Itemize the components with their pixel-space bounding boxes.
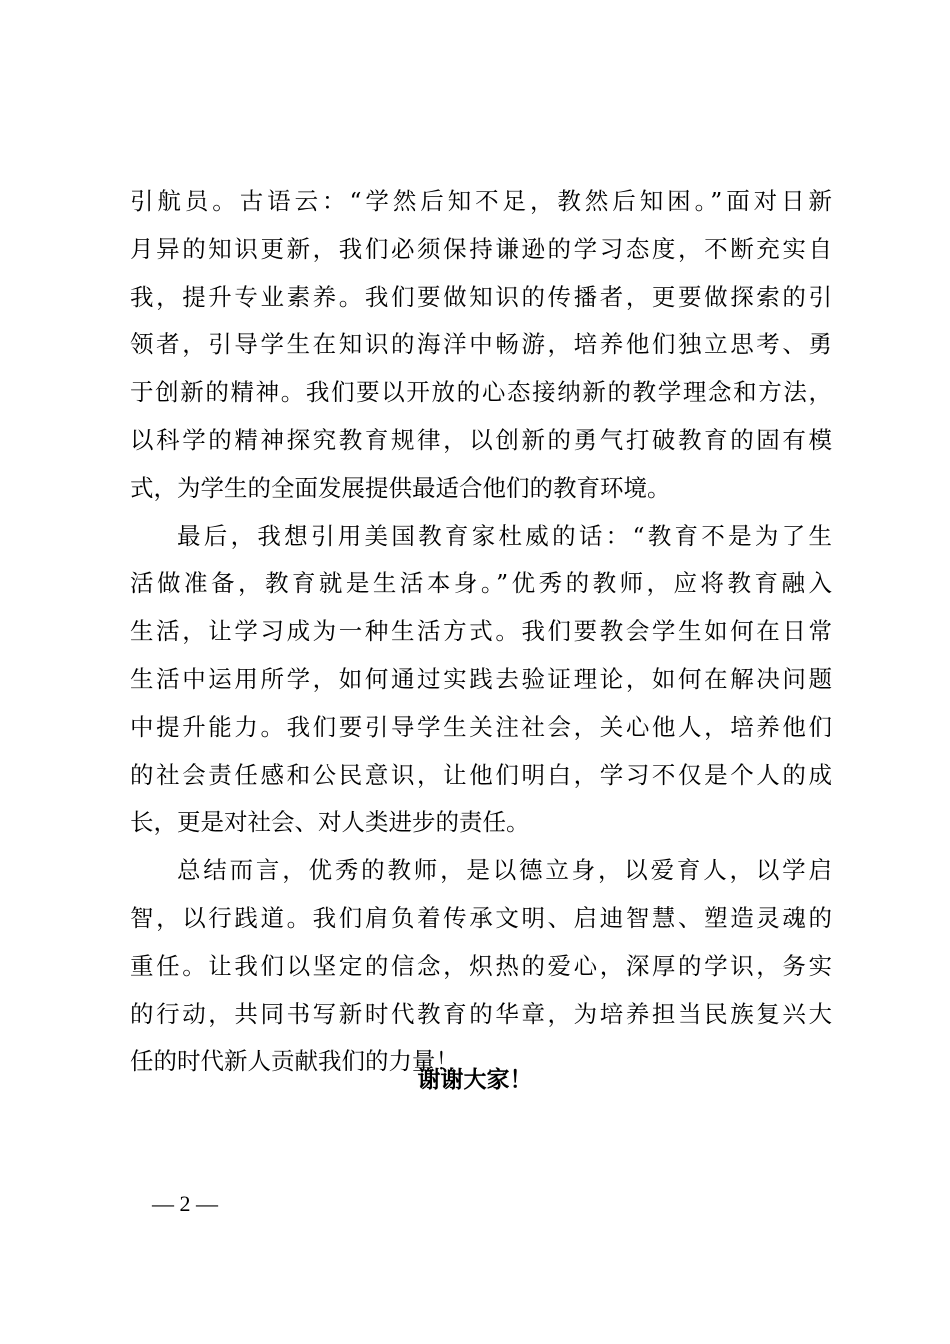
body-line: 生活，让学习成为一种生活方式。我们要教会学生如何在日常 — [130, 617, 832, 646]
body-line: 的行动，共同书写新时代教育的华章，为培养担当民族复兴大 — [130, 999, 832, 1028]
body-line: 中提升能力。我们要引导学生关注社会，关心他人，培养他们 — [130, 712, 832, 741]
speech-body — [130, 178, 832, 1086]
body-line: 引航员。古语云：“学然后知不足，教然后知困。”面对日新 — [130, 187, 832, 215]
body-line: 长，更是对社会、对人类进步的责任。 — [130, 808, 530, 837]
body-line: 我，提升专业素养。我们要做知识的传播者，更要做探索的引 — [130, 282, 832, 311]
body-line: 领者，引导学生在知识的海洋中畅游，培养他们独立思考、勇 — [130, 330, 832, 359]
page-number: — 2 — — [152, 1191, 218, 1216]
body-line: 以科学的精神探究教育规律，以创新的勇气打破教育的固有模 — [130, 425, 832, 454]
body-line: 最后，我想引用美国教育家杜威的话：“教育不是为了生 — [177, 521, 832, 550]
body-line: 重任。让我们以坚定的信念，炽热的爱心，深厚的学识，务实 — [130, 951, 832, 980]
closing-remark: 谢谢大家！ — [417, 1066, 533, 1093]
body-line: 月异的知识更新，我们必须保持谦逊的学习态度，不断充实自 — [130, 234, 832, 263]
body-line: 任的时代新人贡献我们的力量！ — [130, 1047, 459, 1076]
body-line: 总结而言，优秀的教师，是以德立身，以爱育人，以学启 — [177, 856, 832, 885]
body-line: 于创新的精神。我们要以开放的心态接纳新的教学理念和方法， — [130, 378, 832, 407]
body-line: 式，为学生的全面发展提供最适合他们的教育环境。 — [130, 473, 671, 502]
body-line: 生活中运用所学，如何通过实践去验证理论，如何在解决问题 — [130, 664, 832, 693]
body-line: 活做准备，教育就是生活本身。”优秀的教师，应将教育融入 — [130, 569, 832, 598]
body-line: 的社会责任感和公民意识，让他们明白，学习不仅是个人的成 — [130, 760, 832, 789]
body-line: 智，以行践道。我们肩负着传承文明、启迪智慧、塑造灵魂的 — [130, 903, 832, 932]
